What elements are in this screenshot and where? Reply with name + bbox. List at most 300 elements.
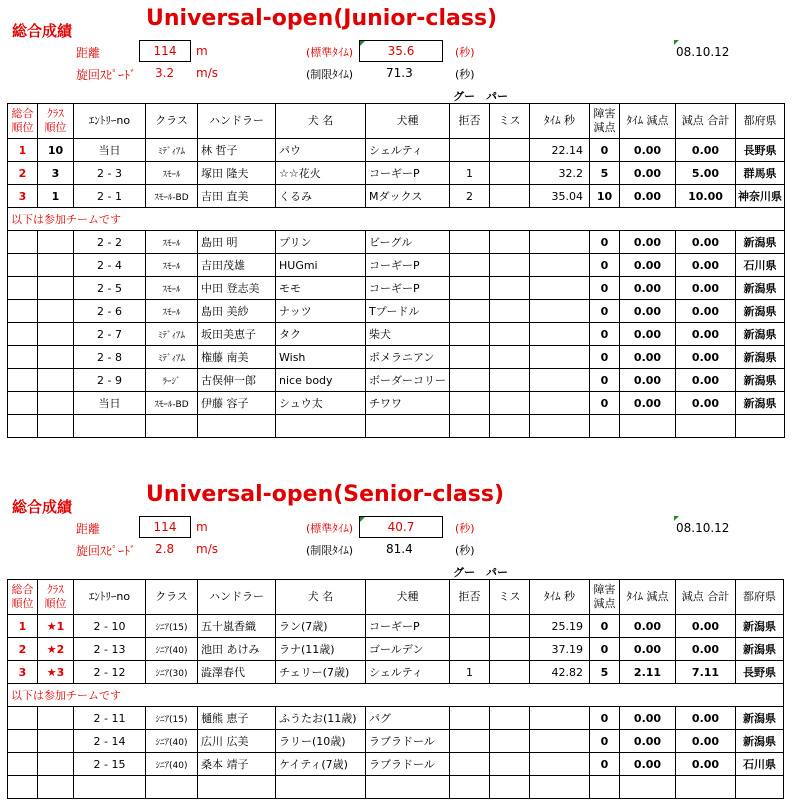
table-cell: 3	[8, 661, 38, 684]
table-cell: 0.00	[676, 730, 736, 753]
table-cell	[450, 346, 490, 369]
table-cell: ｽﾓｰﾙ	[146, 254, 198, 277]
table-cell: 0.00	[620, 254, 676, 277]
column-header: 減点 合計	[676, 580, 736, 615]
table-cell	[450, 369, 490, 392]
table-cell: タク	[276, 323, 366, 346]
table-cell: 石川県	[736, 753, 784, 776]
table-cell: ナッツ	[276, 300, 366, 323]
table-cell: ラブラドール	[366, 730, 450, 753]
table-cell: 古俣伸一郎	[198, 369, 276, 392]
table-cell: ｽﾓｰﾙ	[146, 231, 198, 254]
table-cell: 林 哲子	[198, 139, 276, 162]
table-cell: ｽﾓｰﾙ-BD	[146, 185, 198, 208]
table-cell	[38, 415, 74, 438]
table-cell	[8, 707, 38, 730]
table-cell	[276, 776, 366, 799]
table-cell: 0.00	[620, 162, 676, 185]
table-cell: 2 - 8	[74, 346, 146, 369]
table-cell: 新潟県	[736, 730, 784, 753]
table-cell	[8, 323, 38, 346]
table-cell: 0.00	[676, 139, 736, 162]
column-header: ミス	[490, 580, 530, 615]
column-header: ｴﾝﾄﾘｰno	[74, 580, 146, 615]
table-row	[8, 661, 784, 684]
column-header: ハンドラー	[198, 580, 276, 615]
table-cell: 2 - 14	[74, 730, 146, 753]
table-cell: 0	[590, 277, 620, 300]
table-cell	[38, 231, 74, 254]
table-cell: 2 - 6	[74, 300, 146, 323]
distance-unit: m	[196, 520, 208, 534]
table-cell: ｼﾆｱ(15)	[146, 615, 198, 638]
table-cell: 新潟県	[736, 323, 785, 346]
table-row	[8, 300, 785, 323]
table-cell	[8, 346, 38, 369]
table-cell: 0.00	[676, 277, 736, 300]
table-cell	[490, 707, 530, 730]
table-cell: ｽﾓｰﾙ	[146, 300, 198, 323]
table-cell: くるみ	[276, 185, 366, 208]
table-cell: 新潟県	[736, 707, 784, 730]
limit-time-unit: (秒)	[455, 68, 475, 81]
table-cell	[530, 753, 590, 776]
table-cell	[450, 254, 490, 277]
table-cell: 2 - 3	[74, 162, 146, 185]
table-cell	[490, 753, 530, 776]
participants-note: 以下は参加チームです	[8, 684, 784, 707]
table-cell: ﾐﾃﾞｨｱﾑ	[146, 346, 198, 369]
table-cell	[38, 323, 74, 346]
table-cell: 2 - 7	[74, 323, 146, 346]
table-cell: 7.11	[676, 661, 736, 684]
table-cell	[736, 415, 785, 438]
table-cell: 柴犬	[366, 323, 450, 346]
table-cell: 0.00	[676, 753, 736, 776]
table-row	[8, 615, 784, 638]
table-cell: 3	[8, 185, 38, 208]
table-cell	[530, 776, 590, 799]
table-cell: 0.00	[676, 323, 736, 346]
table-cell: 澁澤春代	[198, 661, 276, 684]
table-cell: 0	[590, 707, 620, 730]
table-cell: 2 - 15	[74, 753, 146, 776]
table-cell: 池田 あけみ	[198, 638, 276, 661]
table-cell: 25.19	[530, 615, 590, 638]
table-cell	[38, 730, 74, 753]
table-cell: 32.2	[530, 162, 590, 185]
table-cell	[530, 323, 590, 346]
table-cell: 5	[590, 661, 620, 684]
column-header: 障害 減点	[590, 104, 620, 139]
table-cell	[8, 753, 38, 776]
table-cell: 0	[590, 730, 620, 753]
table-cell	[490, 231, 530, 254]
table-cell: ｼﾆｱ(15)	[146, 707, 198, 730]
table-cell	[450, 139, 490, 162]
table-cell: 2 - 10	[74, 615, 146, 638]
table-cell	[490, 369, 530, 392]
limit-time-unit: (秒)	[455, 544, 475, 557]
table-cell: 新潟県	[736, 369, 785, 392]
table-cell: 0	[590, 300, 620, 323]
table-cell	[530, 277, 590, 300]
table-cell: 0.00	[620, 730, 676, 753]
table-cell	[490, 254, 530, 277]
table-row	[8, 323, 785, 346]
column-header: ﾀｲﾑ 減点	[620, 580, 676, 615]
table-cell: 10	[590, 185, 620, 208]
table-cell: 0.00	[620, 753, 676, 776]
table-cell: 2 - 12	[74, 661, 146, 684]
table-cell	[366, 776, 450, 799]
table-cell	[8, 730, 38, 753]
table-cell: 10	[38, 139, 74, 162]
column-header: ﾀｲﾑ 秒	[530, 104, 590, 139]
results-table	[7, 579, 784, 799]
table-cell: 0.00	[676, 369, 736, 392]
table-cell: コーギーP	[366, 277, 450, 300]
table-cell	[450, 730, 490, 753]
table-cell: Tプードル	[366, 300, 450, 323]
table-cell: 1	[8, 615, 38, 638]
table-cell: ゴールデン	[366, 638, 450, 661]
table-row	[8, 753, 784, 776]
table-cell	[490, 392, 530, 415]
table-cell: 新潟県	[736, 277, 785, 300]
column-header: クラス	[146, 580, 198, 615]
table-cell	[8, 277, 38, 300]
table-row	[8, 254, 785, 277]
table-cell	[366, 415, 450, 438]
table-row	[8, 415, 785, 438]
table-cell: 新潟県	[736, 638, 784, 661]
table-cell	[276, 415, 366, 438]
table-cell: 0	[590, 254, 620, 277]
table-cell: 島田 明	[198, 231, 276, 254]
column-header: 犬 名	[276, 580, 366, 615]
table-cell: ポメラニアン	[366, 346, 450, 369]
speed-unit: m/s	[196, 542, 218, 556]
column-header: ﾀｲﾑ 減点	[620, 104, 676, 139]
table-cell	[620, 776, 676, 799]
table-cell: 当日	[74, 139, 146, 162]
table-cell: シェルティ	[366, 139, 450, 162]
table-cell	[38, 300, 74, 323]
table-cell: 0.00	[620, 707, 676, 730]
column-header: 障害 減点	[590, 580, 620, 615]
table-cell	[530, 300, 590, 323]
table-cell: 0.00	[676, 615, 736, 638]
table-cell: 2 - 13	[74, 638, 146, 661]
table-row	[8, 346, 785, 369]
table-cell: Mダックス	[366, 185, 450, 208]
event-date: 08.10.12	[676, 45, 730, 59]
table-cell	[490, 661, 530, 684]
table-cell: ﾐﾃﾞｨｱﾑ	[146, 323, 198, 346]
table-cell	[450, 392, 490, 415]
table-cell: ｼﾆｱ(40)	[146, 638, 198, 661]
table-cell	[8, 369, 38, 392]
table-cell	[490, 615, 530, 638]
column-header: ハンドラー	[198, 104, 276, 139]
table-cell: パグ	[366, 707, 450, 730]
table-cell: ｽﾓｰﾙ	[146, 277, 198, 300]
table-cell: 0	[590, 638, 620, 661]
table-cell	[450, 638, 490, 661]
table-cell	[490, 415, 530, 438]
table-cell	[450, 323, 490, 346]
table-cell	[620, 415, 676, 438]
table-cell: 0.00	[676, 638, 736, 661]
table-cell: 新潟県	[736, 615, 784, 638]
column-header: 犬 名	[276, 104, 366, 139]
table-cell: nice body	[276, 369, 366, 392]
table-cell: 伊藤 容子	[198, 392, 276, 415]
table-cell	[450, 615, 490, 638]
table-cell: 0.00	[620, 369, 676, 392]
table-cell: ケイティ(7歳)	[276, 753, 366, 776]
table-cell: 2 - 4	[74, 254, 146, 277]
table-row	[8, 185, 785, 208]
table-cell: コーギーP	[366, 254, 450, 277]
standard-time-unit: (秒)	[455, 522, 475, 535]
table-cell: 5	[590, 162, 620, 185]
table-cell: 2	[8, 162, 38, 185]
table-cell	[676, 776, 736, 799]
table-cell: シュウ太	[276, 392, 366, 415]
table-cell: ★2	[38, 638, 74, 661]
table-cell: 島田 美紗	[198, 300, 276, 323]
table-cell: ﾗｰｼﾞ	[146, 369, 198, 392]
column-header: クラス	[146, 104, 198, 139]
table-cell: 0	[590, 392, 620, 415]
table-row	[8, 139, 785, 162]
table-cell: 塚田 隆夫	[198, 162, 276, 185]
table-cell: ｼﾆｱ(40)	[146, 730, 198, 753]
table-cell: 0.00	[620, 139, 676, 162]
limit-time-value: 71.3	[386, 66, 413, 80]
column-header: ｸﾗｽ 順位	[38, 580, 74, 615]
table-cell: 桑本 靖子	[198, 753, 276, 776]
table-cell: 1	[450, 661, 490, 684]
table-cell: 0.00	[620, 185, 676, 208]
table-cell: 長野県	[736, 661, 784, 684]
standard-time-value: 35.6	[359, 40, 443, 62]
table-cell: 0	[590, 323, 620, 346]
table-cell: ふうたお(11歳)	[276, 707, 366, 730]
table-cell	[38, 346, 74, 369]
table-cell: チワワ	[366, 392, 450, 415]
table-cell: 0.00	[676, 346, 736, 369]
table-cell	[490, 185, 530, 208]
participants-note: 以下は参加チームです	[8, 208, 785, 231]
table-cell	[38, 369, 74, 392]
table-cell: 35.04	[530, 185, 590, 208]
table-cell: 2 - 5	[74, 277, 146, 300]
table-cell: 2 - 1	[74, 185, 146, 208]
table-cell: ﾐﾃﾞｨｱﾑ	[146, 139, 198, 162]
table-cell: 新潟県	[736, 231, 785, 254]
speed-value: 2.8	[155, 542, 175, 556]
table-cell: 坂田美恵子	[198, 323, 276, 346]
table-cell: 0.00	[620, 346, 676, 369]
table-cell: 2.11	[620, 661, 676, 684]
table-cell: 5.00	[676, 162, 736, 185]
table-cell: 0	[590, 753, 620, 776]
table-cell	[736, 776, 784, 799]
table-cell: ｽﾓｰﾙ-BD	[146, 392, 198, 415]
table-cell: 権藤 南美	[198, 346, 276, 369]
table-row	[8, 638, 784, 661]
table-cell	[74, 776, 146, 799]
table-cell	[8, 300, 38, 323]
table-cell: 石川県	[736, 254, 785, 277]
table-cell: 2	[8, 638, 38, 661]
table-cell	[450, 415, 490, 438]
table-cell	[450, 300, 490, 323]
table-row	[8, 392, 785, 415]
table-cell: ☆☆花火	[276, 162, 366, 185]
table-cell: 37.19	[530, 638, 590, 661]
table-row	[8, 277, 785, 300]
standard-time-label: (標準ﾀｲﾑ)	[306, 522, 354, 535]
table-cell	[490, 162, 530, 185]
table-cell: 0.00	[620, 323, 676, 346]
table-row	[8, 730, 784, 753]
table-cell: 1	[450, 162, 490, 185]
table-cell	[530, 415, 590, 438]
table-cell: 0	[590, 139, 620, 162]
limit-time-label: (制限ﾀｲﾑ)	[306, 68, 354, 81]
table-cell: 2 - 9	[74, 369, 146, 392]
speed-value: 3.2	[155, 66, 175, 80]
table-row	[8, 776, 784, 799]
table-cell	[198, 776, 276, 799]
table-cell: シェルティ	[366, 661, 450, 684]
table-cell: 0.00	[620, 300, 676, 323]
table-cell: 五十嵐香織	[198, 615, 276, 638]
table-cell: ラブラドール	[366, 753, 450, 776]
table-cell	[530, 730, 590, 753]
column-header: 総合 順位	[8, 104, 38, 139]
table-cell: 2	[450, 185, 490, 208]
distance-value: 114	[139, 516, 191, 538]
table-cell: ｽﾓｰﾙ	[146, 162, 198, 185]
table-cell	[590, 415, 620, 438]
table-cell: 2 - 2	[74, 231, 146, 254]
distance-label: 距離	[76, 522, 101, 536]
table-cell: コーギーP	[366, 162, 450, 185]
table-cell: 2 - 11	[74, 707, 146, 730]
column-header: ミス	[490, 104, 530, 139]
table-cell: 0.00	[620, 392, 676, 415]
table-cell	[198, 415, 276, 438]
speed-label: 旋回ｽﾋﾟｰﾄﾞ	[76, 544, 137, 558]
table-cell: 広川 広美	[198, 730, 276, 753]
table-cell	[490, 730, 530, 753]
distance-value: 114	[139, 40, 191, 62]
table-cell: コーギーP	[366, 615, 450, 638]
table-cell	[8, 254, 38, 277]
table-cell	[146, 776, 198, 799]
column-header: 減点 合計	[676, 104, 736, 139]
table-cell: チェリー(7歳)	[276, 661, 366, 684]
table-cell	[8, 415, 38, 438]
table-cell: HUGmi	[276, 254, 366, 277]
table-cell: 0.00	[676, 707, 736, 730]
table-cell: ラナ(11歳)	[276, 638, 366, 661]
table-cell: 新潟県	[736, 392, 785, 415]
standard-time-unit: (秒)	[455, 46, 475, 59]
column-header: 犬種	[366, 104, 450, 139]
distance-unit: m	[196, 44, 208, 58]
table-cell	[38, 776, 74, 799]
table-cell	[530, 254, 590, 277]
table-cell: 0.00	[620, 277, 676, 300]
table-cell	[450, 277, 490, 300]
limit-time-label: (制限ﾀｲﾑ)	[306, 544, 354, 557]
table-cell	[676, 415, 736, 438]
event-date: 08.10.12	[676, 521, 730, 535]
table-row	[8, 231, 785, 254]
column-header: ｸﾗｽ 順位	[38, 104, 74, 139]
sogo-heading: 総合成績	[12, 498, 73, 516]
table-cell: 1	[8, 139, 38, 162]
table-cell: 3	[38, 162, 74, 185]
table-cell	[530, 346, 590, 369]
table-cell	[450, 231, 490, 254]
table-cell: 群馬県	[736, 162, 785, 185]
table-cell: ラン(7歳)	[276, 615, 366, 638]
table-cell	[490, 300, 530, 323]
table-cell: 0.00	[620, 615, 676, 638]
table-cell	[74, 415, 146, 438]
column-header: 犬種	[366, 580, 450, 615]
table-cell: パウ	[276, 139, 366, 162]
table-cell: ★3	[38, 661, 74, 684]
class-title: Universal-open(Junior-class)	[146, 6, 498, 31]
table-cell: 0	[590, 346, 620, 369]
table-cell: 1	[38, 185, 74, 208]
table-cell: ｼﾆｱ(30)	[146, 661, 198, 684]
speed-label: 旋回ｽﾋﾟｰﾄﾞ	[76, 68, 137, 82]
table-cell	[38, 707, 74, 730]
table-cell	[530, 369, 590, 392]
table-cell	[8, 776, 38, 799]
table-cell: 長野県	[736, 139, 785, 162]
standard-time-value: 40.7	[359, 516, 443, 538]
column-header: ｴﾝﾄﾘｰno	[74, 104, 146, 139]
column-header: 拒否	[450, 104, 490, 139]
column-header: ﾀｲﾑ 秒	[530, 580, 590, 615]
table-cell	[590, 776, 620, 799]
column-header: 都府県	[736, 104, 785, 139]
table-cell: 0.00	[620, 638, 676, 661]
table-cell: 22.14	[530, 139, 590, 162]
table-cell: モモ	[276, 277, 366, 300]
table-cell	[146, 415, 198, 438]
table-cell	[38, 392, 74, 415]
table-cell	[38, 277, 74, 300]
table-row	[8, 707, 784, 730]
table-cell	[530, 231, 590, 254]
standard-time-label: (標準ﾀｲﾑ)	[306, 46, 354, 59]
table-cell: 当日	[74, 392, 146, 415]
table-cell: 0.00	[676, 300, 736, 323]
table-cell: 0.00	[676, 254, 736, 277]
table-cell: ★1	[38, 615, 74, 638]
